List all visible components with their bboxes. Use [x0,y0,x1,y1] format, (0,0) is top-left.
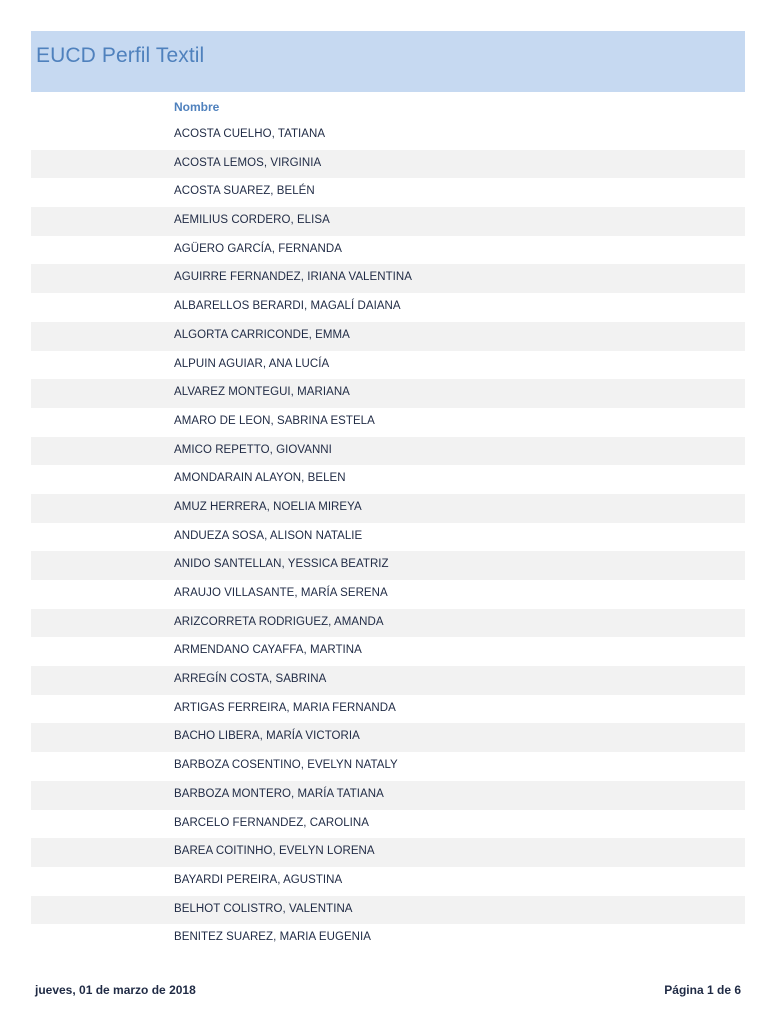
name-text: ACOSTA SUAREZ, BELÉN [174,185,315,198]
list-item [31,810,745,839]
list-item [31,752,745,781]
list-item [31,723,745,752]
list-item [31,609,745,638]
name-text: BACHO LIBERA, MARÍA VICTORIA [174,730,360,743]
list-item [31,551,745,580]
name-text: BARBOZA MONTERO, MARÍA TATIANA [174,787,384,800]
name-text: AGUIRRE FERNANDEZ, IRIANA VALENTINA [174,271,412,284]
list-item [31,236,745,265]
list-item [31,379,745,408]
name-text: ACOSTA CUELHO, TATIANA [174,128,326,140]
name-text: AMICO REPETTO, GIOVANNI [174,443,332,456]
name-text: ALBARELLOS BERARDI, MAGALÍ DAIANA [174,300,401,313]
list-item [31,121,745,150]
list-item [31,207,745,236]
list-item [31,838,745,867]
name-text: AGÜERO GARCÍA, FERNANDA [174,242,342,255]
list-item [31,695,745,724]
name-text: ARMENDANO CAYAFFA, MARTINA [174,644,362,657]
list-item [31,408,745,437]
name-text: BENITEZ SUAREZ, MARIA EUGENIA [174,931,371,944]
list-item [31,523,745,552]
list-item [31,293,745,322]
name-text: ALGORTA CARRICONDE, EMMA [174,328,350,341]
report-title: EUCD Perfil Textil [36,44,205,67]
name-text: AEMILIUS CORDERO, ELISA [174,214,330,227]
list-item [31,637,745,666]
name-text: AMONDARAIN ALAYON, BELEN [174,472,346,485]
name-text: BARCELO FERNANDEZ, CAROLINA [174,816,369,829]
list-item [31,896,745,925]
name-text: BAYARDI PEREIRA, AGUSTINA [174,873,343,886]
list-item [31,264,745,293]
list-item [31,867,745,896]
name-text: ANDUEZA SOSA, ALISON NATALIE [174,529,363,542]
name-text: BELHOT COLISTRO, VALENTINA [174,902,353,915]
list-item [31,494,745,523]
name-text: ARREGÍN COSTA, SABRINA [174,673,327,686]
name-text: ARTIGAS FERREIRA, MARIA FERNANDA [174,701,396,714]
list-item [31,351,745,380]
name-text: BAREA COITINHO, EVELYN LORENA [174,845,375,858]
name-list [31,121,745,953]
list-item [31,178,745,207]
name-text: ANIDO SANTELLAN, YESSICA BEATRIZ [174,558,389,571]
footer-page-number: Página 1 de 6 [664,983,741,997]
list-item [31,150,745,179]
name-text: ACOSTA LEMOS, VIRGINIA [174,156,322,169]
name-text: ALPUIN AGUIAR, ANA LUCÍA [174,357,330,370]
name-text: BARBOZA COSENTINO, EVELYN NATALY [174,759,398,772]
list-item [31,322,745,351]
name-text: AMUZ HERRERA, NOELIA MIREYA [174,500,362,513]
list-item [31,666,745,695]
list-item [31,437,745,466]
name-text: ARAUJO VILLASANTE, MARÍA SERENA [174,587,388,599]
title-bar [31,31,745,92]
list-item [31,924,745,953]
name-text: ALVAREZ MONTEGUI, MARIANA [174,386,350,399]
list-item [31,465,745,494]
name-text: ARIZCORRETA RODRIGUEZ, AMANDA [174,615,384,628]
list-item [31,781,745,810]
column-header-nombre: Nombre [174,100,220,114]
name-text: AMARO DE LEON, SABRINA ESTELA [174,414,375,427]
footer-date: jueves, 01 de marzo de 2018 [35,983,196,997]
list-item [31,580,745,609]
